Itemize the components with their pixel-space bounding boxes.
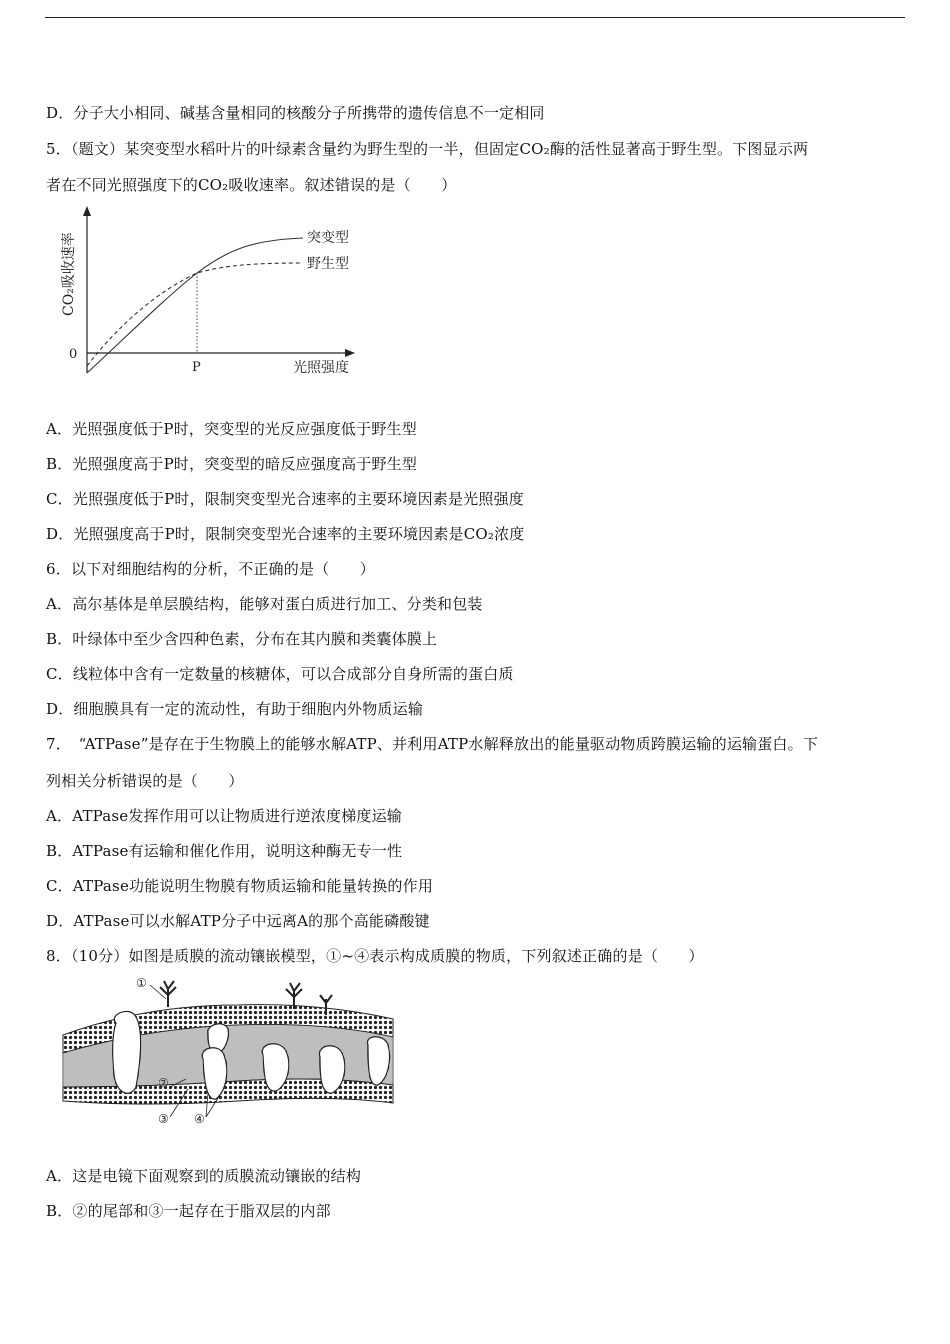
question-5-stem-1: 5．（题文）某突变型水稻叶片的叶绿素含量约为野生型的一半，但固定CO₂酶的活性显著高于野生型。下图显示两 [46,140,809,158]
question-6-stem: 6．以下对细胞结构的分析，不正确的是（ ） [46,560,375,578]
header-rule [45,17,905,18]
option-6-c: C．线粒体中含有一定数量的核糖体，可以合成部分自身所需的蛋白质 [46,665,514,683]
option-8-b: B．②的尾部和③一起存在于脂双层的内部 [46,1202,331,1220]
option-7-a: A．ATPase发挥作用可以让物质进行逆浓度梯度运输 [46,807,402,825]
option-7-b: B．ATPase有运输和催化作用，说明这种酶无专一性 [46,842,403,860]
y-axis-label: CO₂吸收速率 [61,232,77,316]
marker-4: ④ [194,1112,205,1126]
option-5-c: C．光照强度低于P时，限制突变型光合速率的主要环境因素是光照强度 [46,490,524,508]
option-6-a: A．高尔基体是单层膜结构，能够对蛋白质进行加工、分类和包装 [46,595,483,613]
wildtype-curve [87,263,303,366]
question-5-stem-2: 者在不同光照强度下的CO₂吸收速率。叙述错误的是（ ） [46,176,457,194]
marker-1: ① [136,976,147,990]
x-axis-arrow [345,349,355,357]
co2-absorption-graph [55,198,375,388]
question-7-stem-2: 列相关分析错误的是（ ） [46,772,244,790]
option-6-b: B．叶绿体中至少含四种色素，分布在其内膜和类囊体膜上 [46,630,438,648]
option-5-b: B．光照强度高于P时，突变型的暗反应强度高于野生型 [46,455,418,473]
marker-2: ② [158,1076,169,1090]
fluid-mosaic-membrane-figure [58,975,403,1135]
option-7-c: C．ATPase功能说明生物膜有物质运输和能量转换的作用 [46,877,434,895]
option-8-a: A．这是电镜下面观察到的质膜流动镶嵌的结构 [46,1167,362,1185]
option-5-a: A．光照强度低于P时，突变型的光反应强度低于野生型 [46,420,417,438]
marker-3: ③ [158,1112,169,1126]
glycoprotein-1 [160,981,176,1007]
y-axis-arrow [83,206,91,216]
p-label: P [192,360,201,375]
origin-label: 0 [69,347,78,362]
x-axis-label: 光照强度 [293,360,349,376]
question-7-stem-1: 7． “ATPase”是存在于生物膜上的能够水解ATP、并利用ATP水解释放出的能量驱动物质跨膜运输的运输蛋白。下 [46,735,819,753]
option-5-d: D．光照强度高于P时，限制突变型光合速率的主要环境因素是CO₂浓度 [46,525,525,543]
option-7-d: D．ATPase可以水解ATP分子中远离A的那个高能磷酸键 [46,912,430,930]
legend-mutant: 突变型 [307,230,349,246]
protein-1 [113,1011,141,1093]
option-5-prev-d: D．分子大小相同、碱基含量相同的核酸分子所携带的遗传信息不一定相同 [46,104,545,122]
option-6-d: D．细胞膜具有一定的流动性，有助于细胞内外物质运输 [46,700,424,718]
question-8-stem: 8．（10分）如图是质膜的流动镶嵌模型，①~④表示构成质膜的物质，下列叙述正确的是（ ） [46,947,704,965]
legend-wildtype: 野生型 [307,256,349,272]
